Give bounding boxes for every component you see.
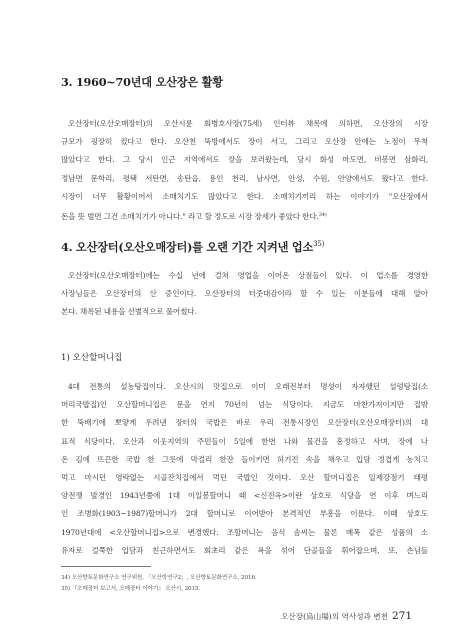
text-line: 한 뚝배기에 뽀얗게 우려낸 장터의 국밥은 바로 우리 전통시장인 오산장터(오산오매장터)의 대 xyxy=(61,418,428,428)
text-line: 본다. 채록된 내용을 선별적으로 풀어썼다. xyxy=(61,307,197,317)
section-4-heading-text: 4. 오산장터(오산오매장터)를 오랜 기간 지켜낸 업소 xyxy=(61,240,314,254)
footer-title: 오산장(烏山場)의 역사성과 변천 xyxy=(281,612,388,621)
text-line: 많았다고 한다. 그 당시 인근 지역에서도 장을 보러왔는데, 당시 화성 마도면, 비봉면 삼화리, xyxy=(61,155,428,165)
subsection-1-paragraph xyxy=(61,378,428,560)
text-line-content: 돈을 뜻 벌면 그건 소매치기가 아니다." 라고 할 정도로 시장 장세가 좋았다 한다. xyxy=(61,211,319,221)
text-line: 머리국밥집)인 오산할머니집은 문을 연지 70년이 넘는 식당이다. 지금도 마찬가지이지만 집밖 xyxy=(61,400,428,410)
text-line: 양전쟁 발경인 1943년쯤에 1대 이일봉할머니 때 <신진옥>이란 상호로 식당을 연 이후 며느리 xyxy=(61,491,428,501)
footnote-35: 35) 『오매장터 보고서, 오매장터 이야기』 오산시, 2015. xyxy=(61,586,201,592)
text-line: 규모가 굉장히 컸다고 한다. 오산천 뚝방에서도 장이 서고, 그리고 오산장 안에는 노점이 무척 xyxy=(61,137,428,147)
text-line: 오산장터(오산오매장터)의 오산시륜 회병호사장(75세) 인터뷰 채록에 의하면, 오산장의 시장 xyxy=(68,119,428,128)
text-line: 표적 식당이다. 오산과 이웃지역의 주민들이 5일에 한번 나와 물건을 흥정하고 사며, 장에 나 xyxy=(61,436,428,446)
footnote-divider xyxy=(61,566,151,567)
running-footer xyxy=(281,610,412,622)
text-line: 인 조병화(1903~1987)할머니가 2대 할머니로 이어받아 본격적인 부흥을 이룬다. 이때 상호도 xyxy=(61,509,428,519)
text-line: 오산장터(오산오매장터)에는 수십 년에 걸쳐 영업을 이어온 상점들이 있다. 이 업소를 경영한 xyxy=(68,271,428,280)
text-line: 유자로 걸쭉한 입담과 친근하면서도 회초리 같은 욕을 섞어 단골들을 휘어잡으며, 또, 손님들 xyxy=(61,545,428,555)
text-line: 1970년대에 <오산할머니집>으로 변경했다. 조할머니는 음식 솜씨는 물론 매폭 같은 성품의 소 xyxy=(61,527,428,537)
section-4-paragraph xyxy=(61,267,428,322)
text-line xyxy=(61,206,428,224)
section-3-heading: 3. 1960~70년대 오산장은 활황 xyxy=(61,75,223,89)
footnote-ref-35: 35) xyxy=(313,240,325,248)
section-3-paragraph xyxy=(61,115,428,224)
footnote-ref-34: 34) xyxy=(318,211,327,218)
text-line: 사장님들은 오산장터의 산 증인이다. 오산장터의 터줏대감이라 할 수 있는 이분들에 대해 알아 xyxy=(61,289,428,299)
subsection-1-heading: 1) 오산할머니집 xyxy=(61,353,123,363)
page-number: 271 xyxy=(391,610,412,622)
text-line: 시장이 너무 활황이어서 소매치기도 많았다고 한다. 소매치기끼리 하는 이야기가 "오산장에서 xyxy=(61,191,428,201)
footnote-34: 34) 오산향토문화연구소 연구위원, 「오산학연구2」, 오산향토문화연구소, 2016. xyxy=(61,575,257,581)
section-4-heading xyxy=(61,239,421,255)
text-line: 4대 전통의 설농탕집이다. 오산시의 맛집으로 이미 오래전부터 명성이 자자했던 설렁탕집(소 xyxy=(68,382,428,391)
text-line: 정남면 문학리, 평택 서탄면, 송탄읍, 용인 천리, 남사면, 안성, 수원, 안양에서도 왔다고 한다. xyxy=(61,173,428,183)
text-line: 온 김에 뜨끈한 국밥 한 그릇에 막걸리 한잔 들이키면 허기진 속을 채우고 입담 정겹게 농치고 xyxy=(61,454,428,464)
text-line: 먹고 마시던 영락없는 시골잔치집에서 먹던 국밥인 것이다. 오산 할머니집은 일제강점기 태평 xyxy=(61,472,428,482)
